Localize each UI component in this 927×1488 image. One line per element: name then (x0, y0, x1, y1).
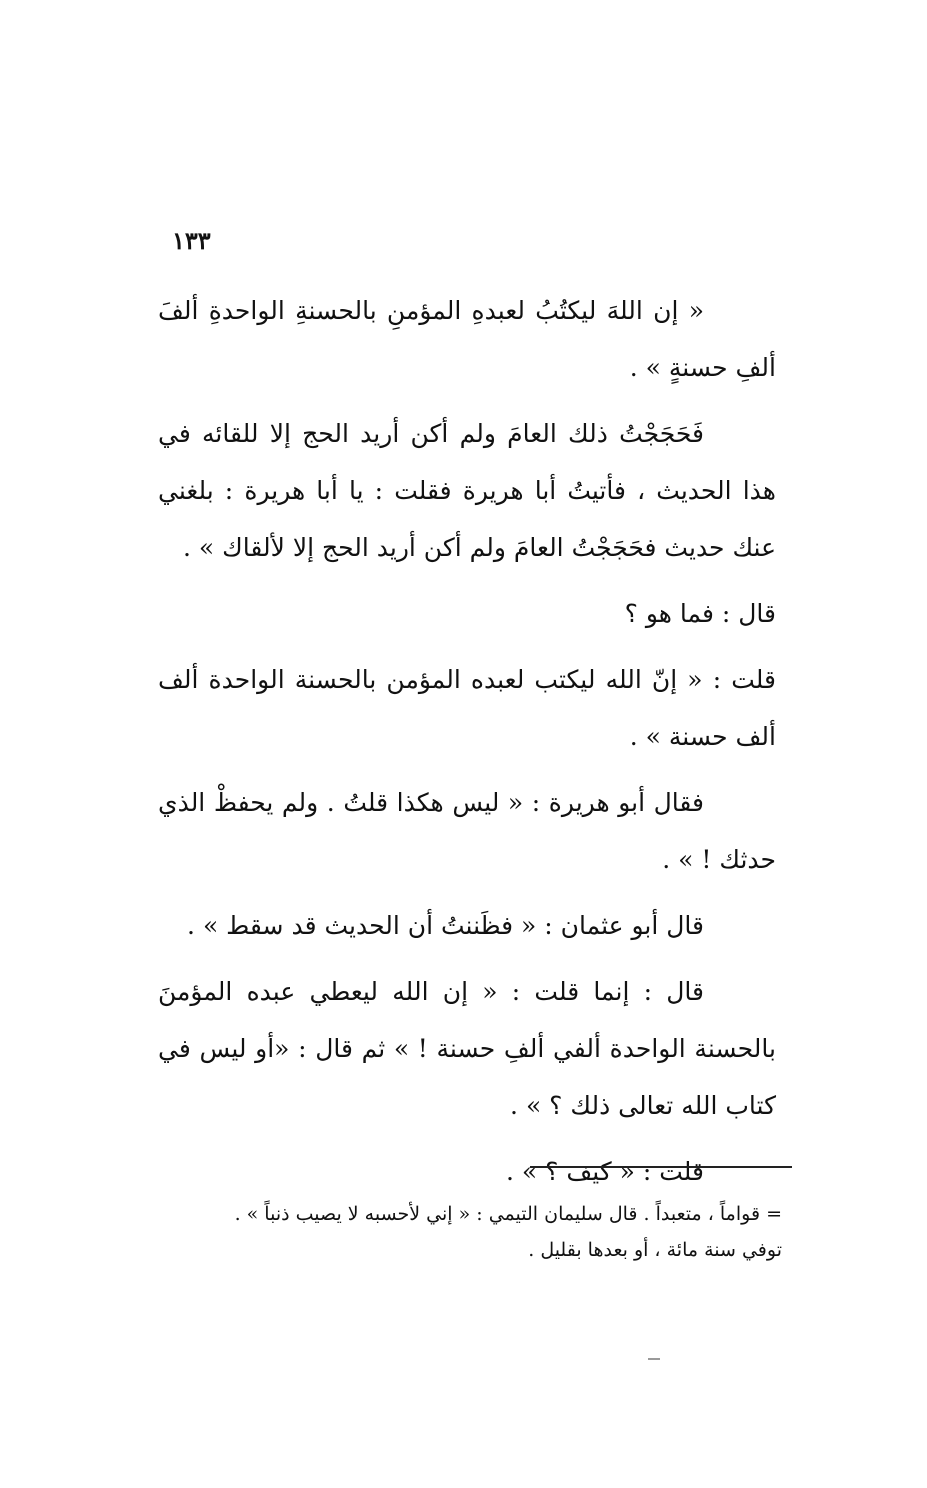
footnote-divider (530, 1166, 792, 1168)
paragraph-question: قال : فما هو ؟ (624, 599, 776, 628)
paragraph-pilgrimage: فَحَجَجْتُ ذلك العامَ ولم أكن أريد الحج إلا للقائه في هذا الحديث ، فأتيتُ أبا هريرة فقلت : يا أبا هريرة : بلغني عنك حديث فحَجَجْتُ العامَ ولم أكن أريد الحج إلا لألقاك » . (158, 419, 776, 562)
paragraph-answer: قلت : « إنّ الله ليكتب لعبده المؤمن بالحسنة الواحدة ألف ألف حسنة » . (158, 665, 776, 751)
paragraph-how: قلت : « كيف ؟ » . (505, 1157, 704, 1186)
paragraph-abu-hurayra: فقال أبو هريرة : « ليس هكذا قلتُ . ولم يحفظْ الذي حدثك ! » . (158, 788, 776, 874)
paragraph-quote-hadith: « إن اللهَ ليكتُبُ لعبدهِ المؤمنِ بالحسنةِ الواحدةِ ألفَ ألفِ حسنةٍ » . (158, 296, 776, 382)
paragraph-two-thousand: قال : إنما قلت : « إن الله ليعطي عبده المؤمنَ بالحسنة الواحدة ألفي ألفِ حسنة ! » ثم قال : «أو ليس في كتاب الله تعالى ذلك ؟ » . (158, 977, 776, 1120)
footnote-line: توفي سنة مائة ، أو بعدها بقليل . (528, 1239, 782, 1261)
paragraph-abu-uthman: قال أبو عثمان : « فظَننتُ أن الحديث قد سقط » . (187, 911, 704, 940)
main-text (158, 282, 776, 1209)
footnote (150, 1196, 782, 1268)
footnote-line: = قواماً ، متعبداً . قال سليمان التيمي : « إني لأحسبه لا يصيب ذنباً » . (234, 1203, 782, 1225)
page-number: ١٣٣ (172, 226, 211, 255)
page-speck (648, 1358, 660, 1360)
